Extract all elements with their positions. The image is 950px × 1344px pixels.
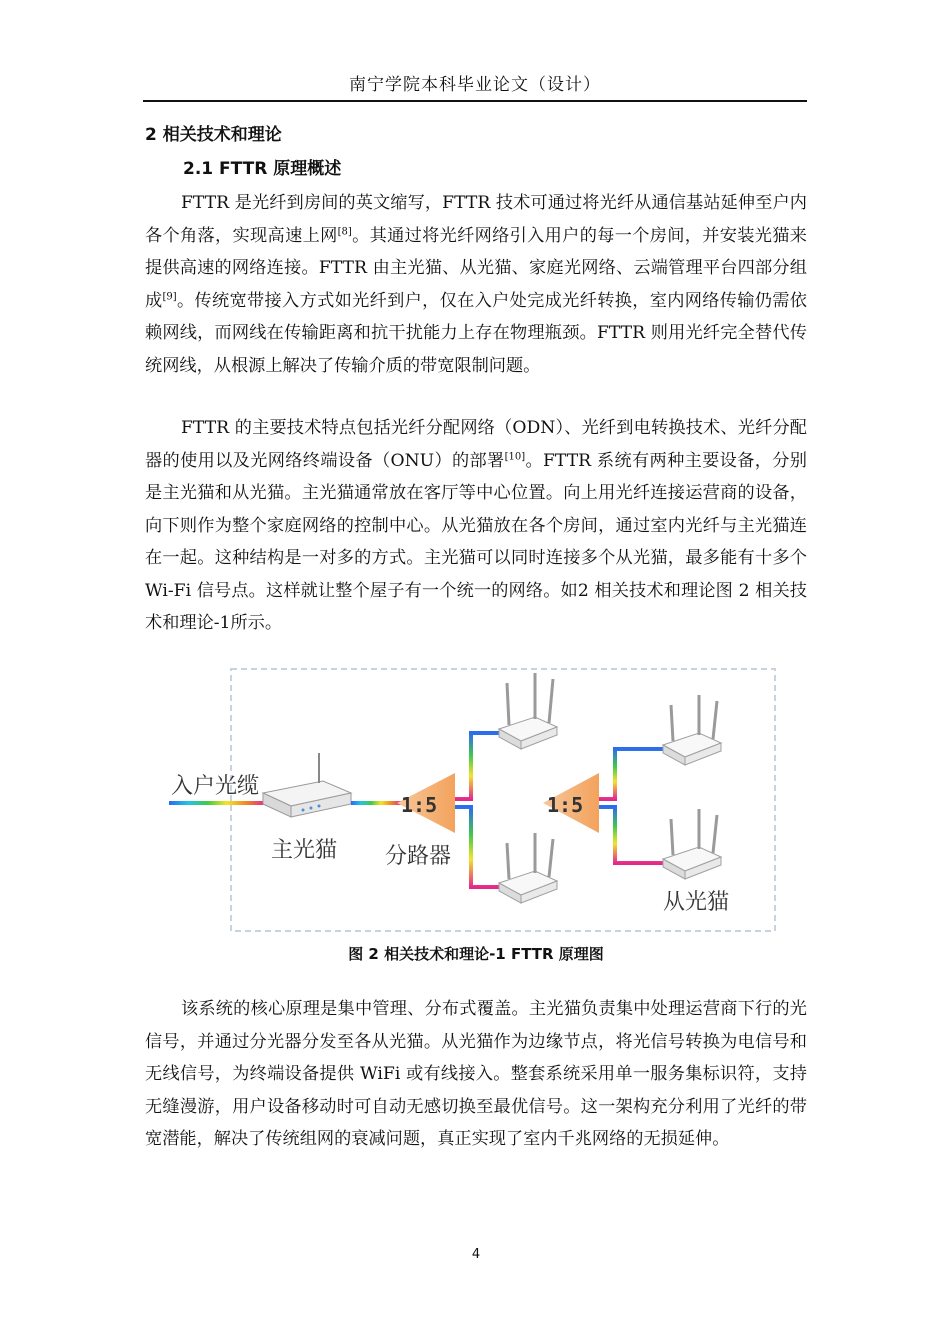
fiber-splitter1-branches [455,733,545,887]
page-number: 4 [471,1247,481,1262]
fiber-splitter2-branches [599,749,663,863]
sub-modem-icon-3 [663,695,721,765]
incoming-cable-label: 入户光缆 [171,774,260,799]
fttr-diagram [163,657,783,935]
paragraph-2 [145,412,807,640]
citation-8: [8] [337,225,352,237]
splitter-2-ratio: 1:5 [547,793,584,817]
paragraph-1 [145,187,807,382]
figure-caption: 图 2 相关技术和理论-1 FTTR 原理图 [348,945,604,963]
paragraph-1-text-b: 。其通过将光纤网络引入用户的每一个房间，并安装光猫来提供高速的网络连接。FTTR 由主光猫、从光猫、家庭光网络、云端管理平台四部分组成 [145,225,807,311]
main-modem-icon [263,753,351,817]
section-heading: 2 相关技术和理论 [145,125,282,145]
main-modem-label: 主光猫 [271,838,338,863]
header-rule [143,100,807,102]
sub-modem-icon-1 [499,673,557,749]
incoming-fiber-line [169,801,265,805]
citation-10: [10] [504,450,526,462]
sub-modem-icon-4 [663,809,721,879]
sub-modem-icon-2 [499,833,557,903]
paragraph-1-text-c: 。传统宽带接入方式如光纤到户，仅在入户处完成光纤转换，室内网络传输仍需依赖网线，而网线在传输距离和抗干扰能力上存在物理瓶颈。FTTR 则用光纤完全替代传统网线，从根源上解决了传输介质的带宽限制问题。 [145,290,807,376]
paragraph-3: 该系统的核心原理是集中管理、分布式覆盖。主光猫负责集中处理运营商下行的光信号，并通过分光器分发至各从光猫。从光猫作为边缘节点，将光信号转换为电信号和无线信号，为终端设备提供 WiFi 或有线接入。整套系统采用单一服务集标识符，支持无缝漫游，用户设备移动时可自动无感切换至最优信号。这一架构充分利用了光纤的带宽潜能，解决了传统组网的衰减问题，真正实现了室内千兆网络的无损延伸。 [145,999,807,1149]
subsection-heading: 2.1 FTTR 原理概述 [183,159,342,179]
paragraph-2-text-b: 。FTTR 系统有两种主要设备，分别是主光猫和从光猫。主光猫通常放在客厅等中心位置。向上用光纤连接运营商的设备，向下则作为整个家庭网络的控制中心。从光猫放在各个房间，通过室内光纤与主光猫连在一起。这种结构是一对多的方式。主光猫可以同时连接多个从光猫，最多能有十多个 Wi-Fi 信号点。这样就让整个屋子有一个统一的网络。如2 相关技术和理论图 2 相关技术和理论-1所示。 [145,450,807,633]
paragraph-1-text-a: FTTR 是光纤到房间的英文缩写，FTTR 技术可通过将光纤从通信基站延伸至户内各个角落，实现高速上网 [145,193,807,246]
splitter-label: 分路器 [385,844,452,869]
citation-9: [9] [162,290,177,302]
page-header: 南宁学院本科毕业论文（设计） [349,75,601,95]
sub-modem-label: 从光猫 [663,890,730,915]
splitter-1-ratio: 1:5 [401,793,438,817]
paragraph-2-text-a: FTTR 的主要技术特点包括光纤分配网络（ODN）、光纤到电转换技术、光纤分配器的使用以及光网络终端设备（ONU）的部署 [145,418,807,471]
fiber-main-to-splitter [351,801,401,805]
